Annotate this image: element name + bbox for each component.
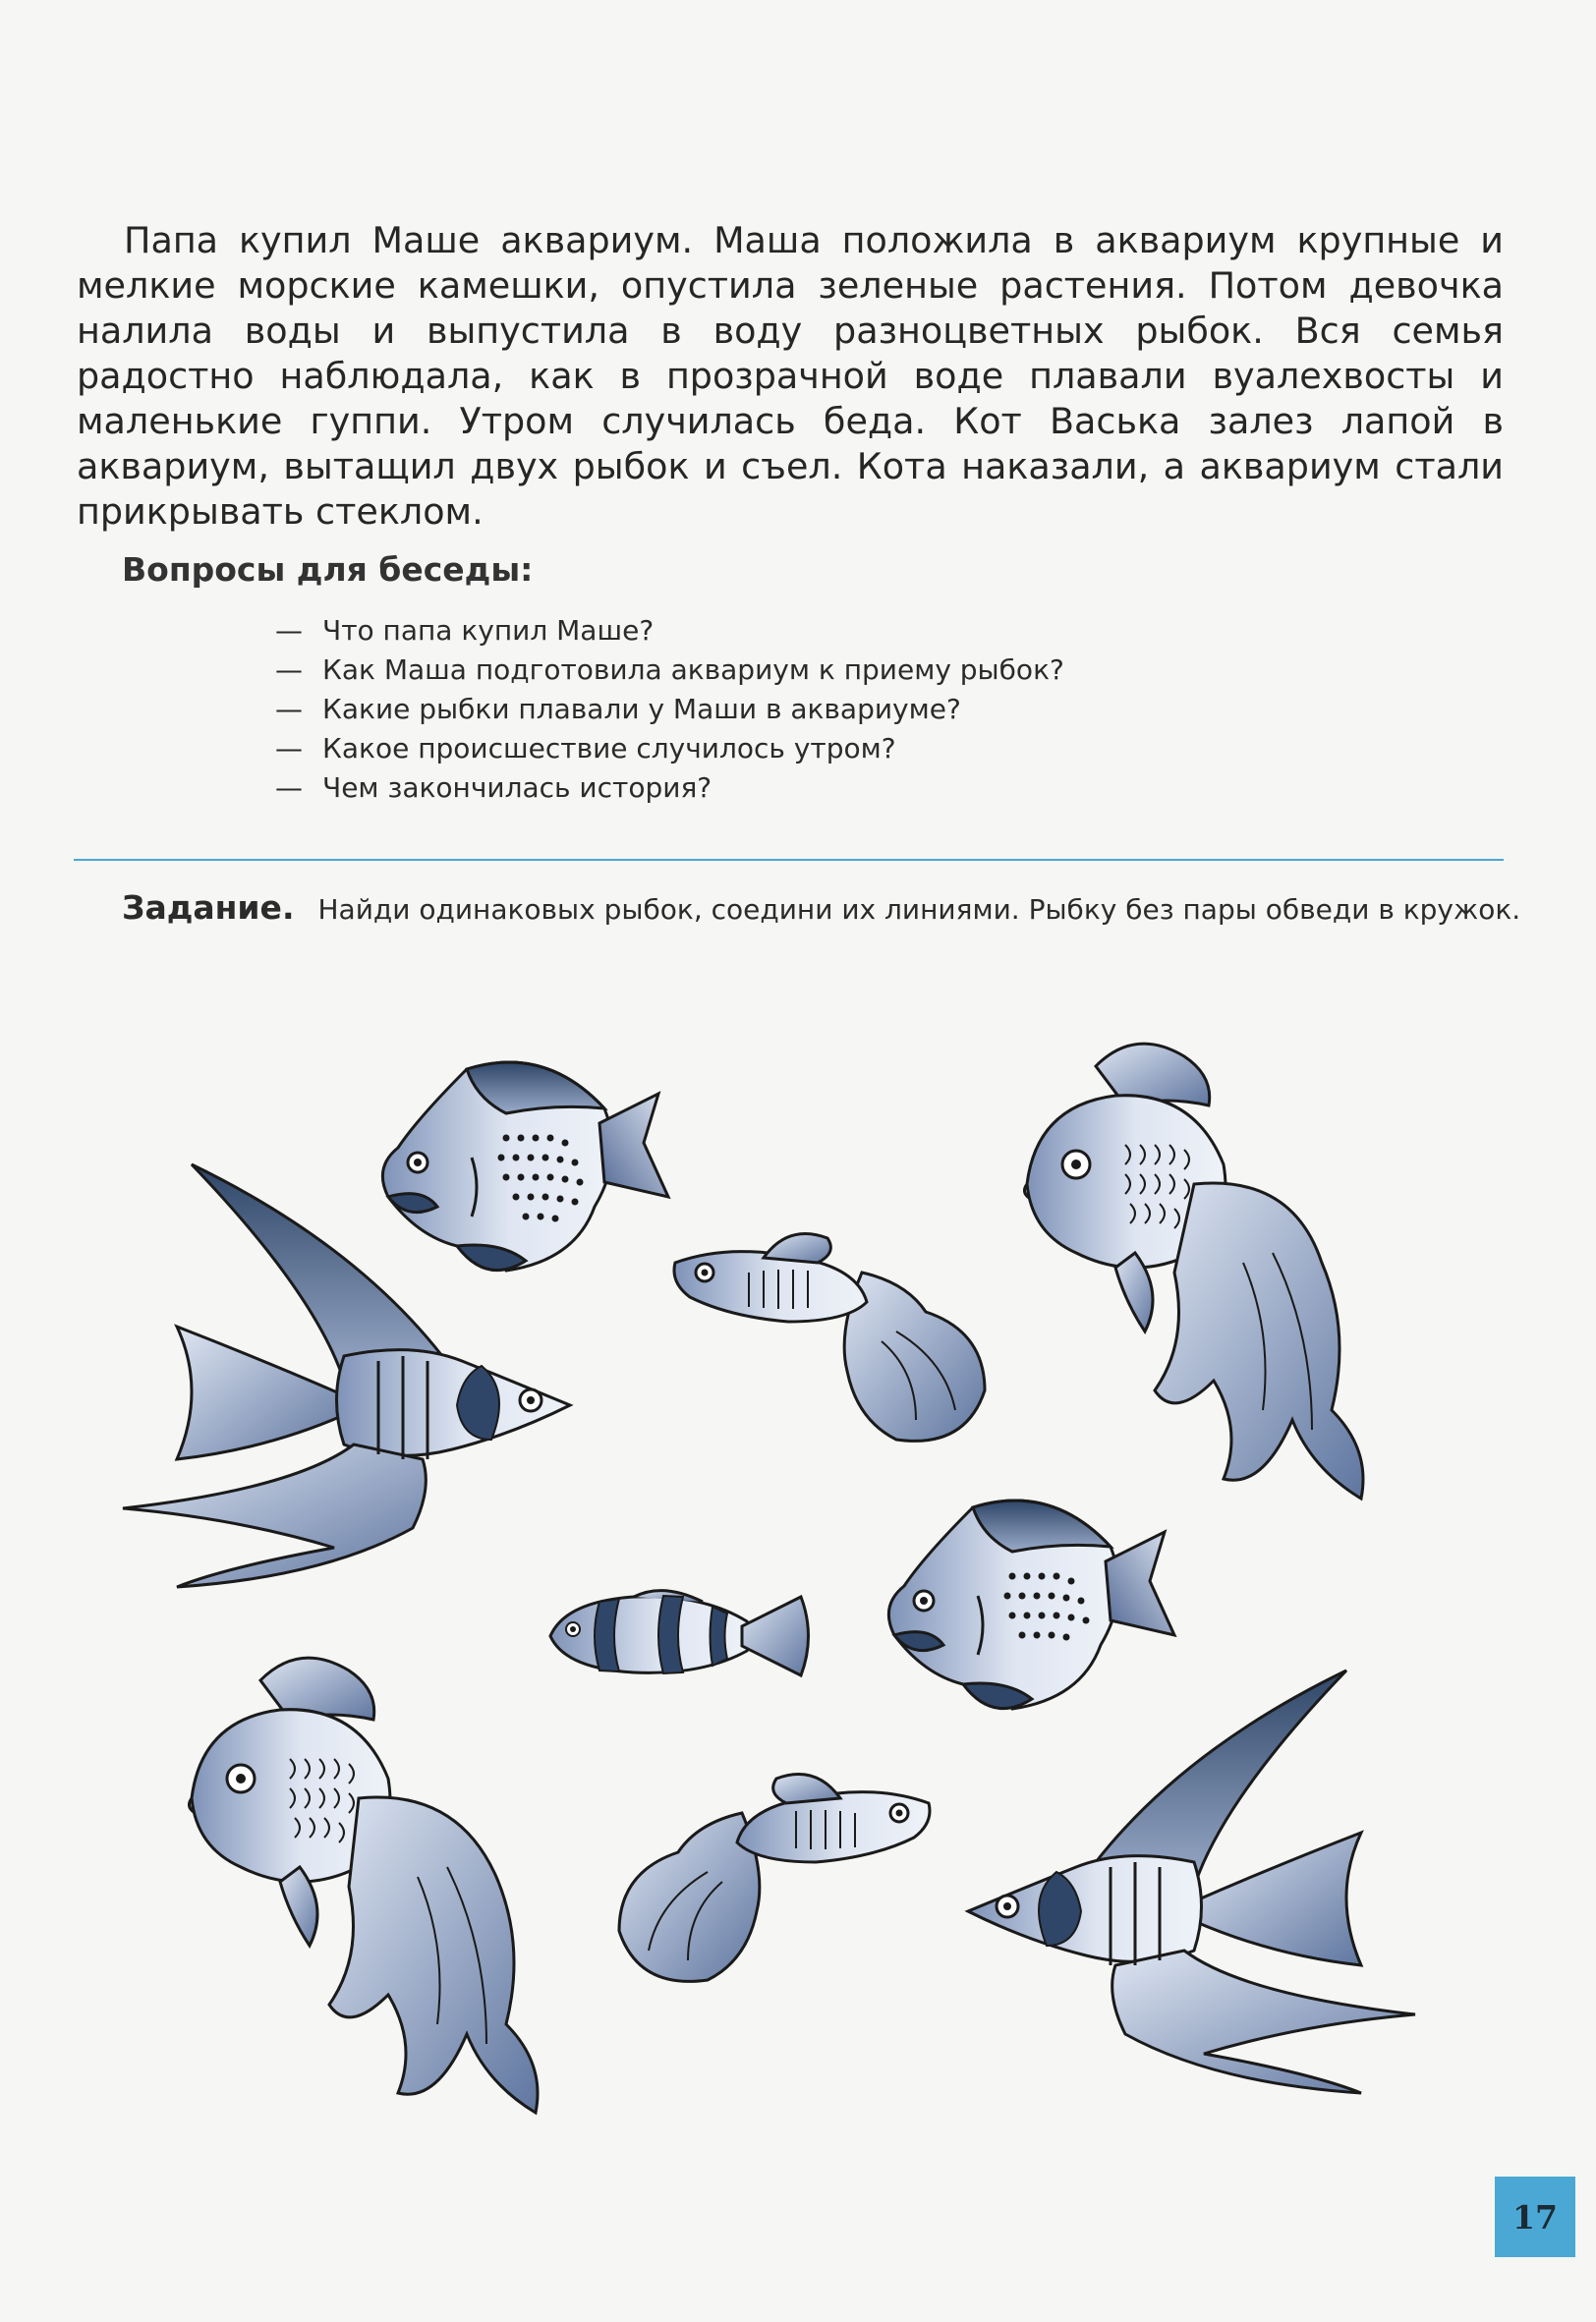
question-item	[275, 768, 1064, 808]
question-item	[275, 651, 1064, 690]
question-text: Какие рыбки плавали у Маши в аквариуме?	[322, 693, 961, 725]
page-number: 17	[1495, 2177, 1575, 2257]
question-text: Какое происшествие случилось утром?	[322, 732, 896, 765]
background-watermark	[511, 147, 528, 198]
question-dash: —	[275, 732, 303, 765]
task-line	[122, 888, 1520, 927]
question-text: Чем закончилась история?	[322, 771, 712, 804]
section-divider	[74, 859, 1504, 861]
question-text: Как Маша подготовила аквариум к приему рыбок?	[322, 653, 1064, 686]
question-dash: —	[275, 771, 303, 804]
angelfish-2-icon	[958, 1671, 1420, 2123]
task-text: Найди одинаковых рыбок, соедини их линиями. Рыбку без пары обведи в кружок.	[317, 893, 1521, 926]
guppy-2-icon	[609, 1764, 943, 1990]
goldfish-2-icon	[182, 1651, 595, 2132]
question-dash: —	[275, 653, 303, 686]
question-dash: —	[275, 614, 303, 647]
question-text: Что папа купил Маше?	[322, 614, 655, 647]
question-item	[275, 729, 1064, 768]
questions-list	[275, 611, 1064, 808]
question-item	[275, 690, 1064, 729]
question-dash: —	[275, 693, 303, 725]
angelfish-1-icon	[118, 1164, 580, 1616]
questions-heading: Вопросы для беседы:	[122, 550, 534, 589]
question-item	[275, 611, 1064, 651]
story-paragraph: Папа купил Маше аквариум. Маша положила в аквариум крупные и мелкие морские камешки, опустила зеленые растения. Потом девочка налила воды и выпустила в воду разноцветных рыбок. Вся семья радостно наблюдала, как в прозрачной воде плавали вуалехвосты и маленькие гуппи. Утром случилась беда. Кот Васька залез лапой в аквариум, вытащил двух рыбок и съел. Кота наказали, а аквариум стали прикрывать стеклом.	[77, 219, 1504, 533]
clownfish-icon	[545, 1582, 821, 1690]
task-label: Задание.	[122, 888, 295, 927]
goldfish-1-icon	[1017, 1037, 1410, 1518]
guppy-1-icon	[670, 1223, 995, 1449]
